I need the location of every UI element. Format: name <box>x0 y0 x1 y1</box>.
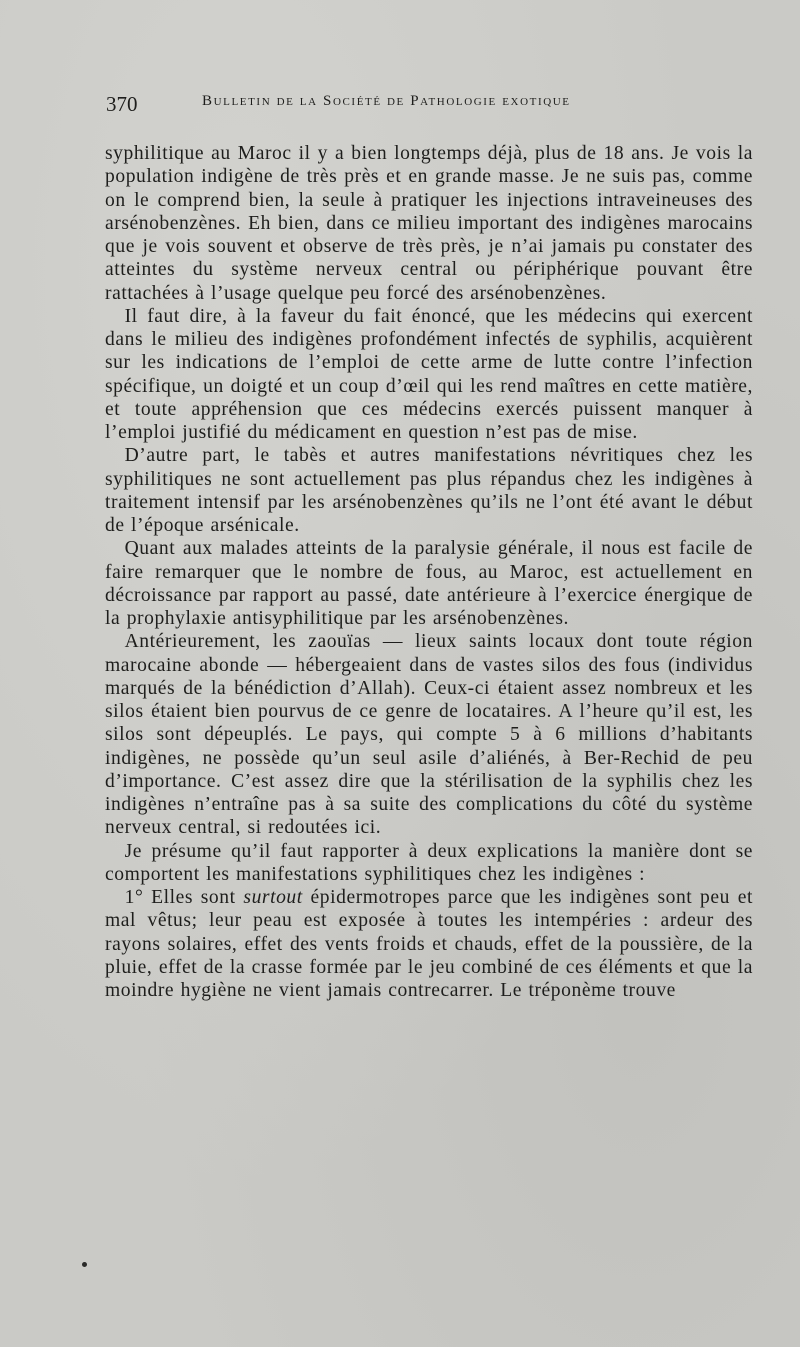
paragraph-5: Antérieurement, les zaouïas — lieux saints locaux dont toute région marocaine abonde — hébergeaient dans de vastes silos des fous (individus marqués de la bénédiction d’Allah). Ceux-ci étaient assez nombreux et les silos étaient bien pourvus de ce genre de locataires. A l’heure qu’il est, les silos sont dépeuplés. Le pays, qui compte 5 à 6 millions d’habitants indigènes, ne possède qu’un seul asile d’aliénés, à Ber-Rechid de peu d’importance. C’est assez dire que la stérilisation de la syphilis chez les indigènes n’entraîne pas à sa suite des complications du côté du système nerveux central, si redoutées ici. <box>105 631 753 839</box>
body-text <box>105 142 753 1002</box>
paragraph-7 <box>105 886 753 1002</box>
paragraph-4: Quant aux malades atteints de la paralysie générale, il nous est facile de faire remarquer que le nombre de fous, au Maroc, est actuellement en décroissance par rapport au passé, date antérieure à l’exercice énergique de la prophylaxie antisyphilitique par les arsénobenzènes. <box>105 538 753 629</box>
paragraph-2: Il faut dire, à la faveur du fait énoncé, que les médecins qui exercent dans le milieu des indigènes profondément infectés de syphilis, acquièrent sur les indications de l’emploi de cette arme de lutte contre l’infection spécifique, un doigté et un coup d’œil qui les rend maîtres en cette matière, et toute appréhension que ces médecins exercés puissent manquer à l’emploi justifié du médicament en question n’est pas de mise. <box>105 305 753 443</box>
paragraph-3: D’autre part, le tabès et autres manifestations névritiques chez les syphilitiques ne sont actuellement pas plus répandus chez les indigènes à traitement intensif par les arsénobenzènes qu’ils ne l’ont été avant le début de l’époque arsénicale. <box>105 445 753 536</box>
paragraph-7-rest: épidermotropes parce que les indigènes sont peu et mal vêtus; leur peau est exposée à toutes les intempéries : ardeur des rayons solaires, effet des vents froids et chauds, effet de la poussière, de la pluie, effet de la crasse formée par le jeu combiné de ces éléments et que la moindre hygiène ne vient jamais contrecarrer. Le tréponème trouve <box>105 887 753 1001</box>
page-number: 370 <box>106 92 138 116</box>
ink-speck <box>82 1262 87 1267</box>
paragraph-7-start: 1° Elles sont <box>124 887 244 908</box>
emphasis-surtout: surtout <box>243 887 303 908</box>
paragraph-1: syphilitique au Maroc il y a bien longtemps déjà, plus de 18 ans. Je vois la population indigène de très près et en grande masse. Je ne suis pas, comme on le comprend bien, la seule à pratiquer les injections intraveineuses des arsénobenzènes. Eh bien, dans ce milieu important des indigènes marocains que je vois souvent et observe de très près, je n’ai jamais pu constater des atteintes du système nerveux central ou périphérique pouvant être rattachées à l’usage quelque peu forcé des arsénobenzènes. <box>105 143 753 304</box>
paragraph-6: Je présume qu’il faut rapporter à deux explications la manière dont se comportent les manifestations syphilitiques chez les indigènes : <box>105 840 753 885</box>
running-title: Bulletin de la Société de Pathologie exotique <box>202 93 571 109</box>
page-header <box>106 92 756 122</box>
